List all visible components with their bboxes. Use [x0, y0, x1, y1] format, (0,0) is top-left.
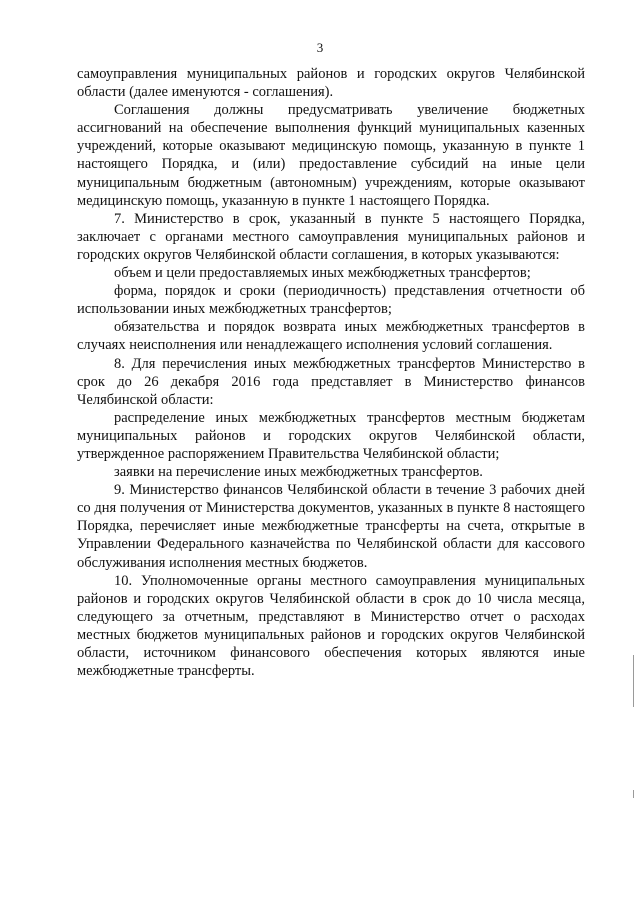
- paragraph-item-7-obligations: обязательства и порядок возврата иных межбюджетных трансфертов в случаях неисполнения или ненадлежащего исполнения условий соглашения.: [77, 319, 585, 354]
- paragraph-continuation: самоуправления муниципальных районов и городских округов Челябинской области (далее именуются - соглашения).: [77, 66, 585, 101]
- paragraph-item-7-reporting: форма, порядок и сроки (периодичность) представления отчетности об использовании иных межбюджетных трансфертов;: [77, 283, 585, 318]
- scan-edge-mark: [633, 790, 634, 798]
- paragraph-item-8-distribution: распределение иных межбюджетных трансфертов местным бюджетам муниципальных районов и городских округов Челябинской области, утвержденное распоряжением Правительства Челябинской области;: [77, 409, 585, 462]
- paragraph-item-7: 7. Министерство в срок, указанный в пункте 5 настоящего Порядка, заключает с органами местного самоуправления муниципальных районов и городских округов Челябинской области соглашения, в которых указываются:: [77, 210, 585, 263]
- paragraph-item-9: 9. Министерство финансов Челябинской области в течение 3 рабочих дней со дня получения от Министерства документов, указанных в пункте 8 настоящего Порядка, перечисляет иные межбюджетные трансферты на счета, открытые в Управлении Федерального казначейства по Челябинской области для кассового обслуживания исполнения местных бюджетов.: [77, 482, 585, 571]
- page-number: 3: [316, 40, 324, 55]
- paragraph-item-8-requests: заявки на перечисление иных межбюджетных трансфертов.: [114, 464, 483, 481]
- scan-edge-mark: [633, 655, 634, 707]
- paragraph-agreements: Соглашения должны предусматривать увеличение бюджетных ассигнований на обеспечение выполнения функций муниципальных казенных учреждений, которые оказывают медицинскую помощь, указанную в пункте 1 настоящего Порядка, и (или) предоставление субсидий на иные цели муниципальным бюджетным (автономным) учреждениям, которые оказывают медицинскую помощь, указанную в пункте 1 настоящего Порядка.: [77, 102, 585, 209]
- paragraph-item-10: 10. Уполномоченные органы местного самоуправления муниципальных районов и городских округов Челябинской области в срок до 10 числа месяца, следующего за отчетным, представляют в Министерство отчет о расходах местных бюджетов муниципальных районов и городских округов Челябинской области, источником финансового обеспечения которых являются иные межбюджетные трансферты.: [77, 572, 585, 680]
- document-body: [77, 65, 585, 680]
- paragraph-item-7-volume: объем и цели предоставляемых иных межбюджетных трансфертов;: [114, 265, 531, 282]
- paragraph-item-8: 8. Для перечисления иных межбюджетных трансфертов Министерство в срок до 26 декабря 2016 года представляет в Министерство финансов Челябинской области:: [77, 355, 585, 408]
